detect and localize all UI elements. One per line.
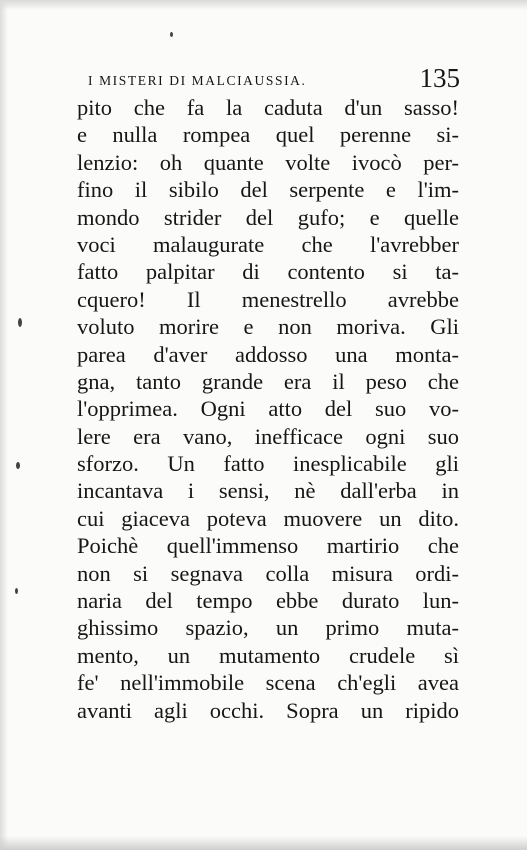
text-line: parea d'aver addosso una monta-	[77, 341, 459, 367]
scan-edge-bottom	[0, 836, 527, 850]
text-line: cquero! Il menestrello avrebbe	[77, 286, 459, 312]
text-line: fino il sibilo del serpente e l'im-	[77, 177, 459, 203]
text-line: incantava i sensi, nè dall'erba in	[77, 478, 459, 504]
running-head: I MISTERI DI MALCIAUSSIA.	[88, 73, 307, 88]
body-text	[77, 94, 459, 724]
ink-speck	[18, 318, 22, 327]
text-line: fe' nell'immobile scena ch'egli avea	[77, 670, 459, 696]
text-line: lenzio: oh quante volte ivocò per-	[77, 149, 459, 175]
ink-speck	[15, 588, 18, 594]
text-line: cui giaceva poteva muovere un dito.	[77, 505, 459, 531]
text-line: voluto morire e non moriva. Gli	[77, 314, 459, 340]
text-line: voci malaugurate che l'avrebber	[77, 231, 459, 257]
page-header	[88, 62, 460, 94]
text-line: sforzo. Un fatto inesplicabile gli	[77, 451, 459, 477]
text-line: avanti agli occhi. Sopra un ripido	[77, 697, 459, 723]
text-line: mento, un mutamento crudele sì	[77, 642, 459, 668]
text-line: fatto palpitar di contento si ta-	[77, 259, 459, 285]
text-line: gna, tanto grande era il peso che	[77, 368, 459, 394]
text-line: pito che fa la caduta d'un sasso!	[77, 95, 459, 120]
text-line: ghissimo spazio, un primo muta-	[77, 615, 459, 641]
text-line: e nulla rompea quel perenne si-	[77, 122, 459, 148]
text-line: naria del tempo ebbe durato lun-	[77, 588, 459, 614]
text-line: non si segnava colla misura ordi-	[77, 560, 459, 586]
scan-edge-left	[0, 0, 8, 850]
text-line: Poichè quell'immenso martirio che	[77, 533, 459, 559]
ink-speck	[170, 32, 173, 37]
ink-speck	[16, 462, 20, 469]
text-line: lere era vano, inefficace ogni suo	[77, 423, 459, 449]
text-line: mondo strider del gufo; e quelle	[77, 204, 459, 230]
scan-edge-top	[0, 0, 527, 10]
page-number: 135	[419, 63, 460, 93]
text-line: l'opprimea. Ogni atto del suo vo-	[77, 396, 459, 422]
